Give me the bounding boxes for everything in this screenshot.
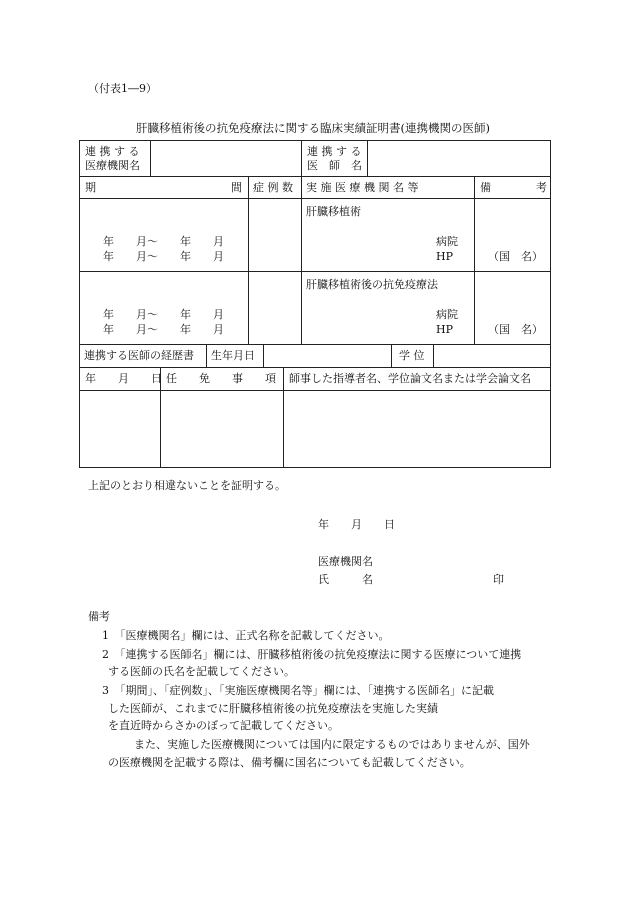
hospital-suffix: HP: [436, 323, 453, 336]
career-label: 連携する医師の経歴書: [84, 349, 194, 362]
degree-field[interactable]: [435, 346, 549, 366]
col-cases-label: 症 例 数: [253, 181, 293, 194]
note-item: を直近時からさかのぼって記載してください。: [108, 719, 339, 732]
note-item: する医師の氏名を記載してください。: [108, 665, 295, 678]
table-border: [206, 344, 207, 367]
career-mentor-field[interactable]: [285, 392, 548, 466]
table-border: [79, 344, 551, 345]
notes-heading: 備考: [88, 610, 110, 623]
table-border: [79, 140, 80, 344]
col-remarks-label: 備: [480, 181, 491, 194]
table-border: [248, 176, 249, 344]
table-border: [391, 344, 392, 367]
table-border: [433, 344, 434, 367]
col-period-label: 間: [231, 181, 242, 194]
col-date-label: 年 月 日: [85, 372, 162, 385]
name-label: 氏 名: [318, 573, 373, 586]
period-entry[interactable]: 年 月～ 年 月: [103, 250, 224, 263]
table-border: [79, 271, 551, 272]
table-border: [367, 140, 368, 176]
hospital-suffix: 病院: [436, 235, 458, 248]
col-period-label: 期: [85, 181, 96, 194]
table-border: [79, 176, 551, 177]
note-item: した医師が、これまでに肝臓移植術後の抗免疫療法を実施した実績: [108, 702, 438, 715]
institution-name-label: 医療機関名: [318, 555, 373, 568]
note-item: 1 「医療機関名」欄には、正式名称を記載してください。: [102, 629, 390, 642]
table-border: [550, 140, 551, 344]
career-date-field[interactable]: [81, 392, 158, 466]
table-border: [301, 140, 302, 176]
note-item: の医療機関を記載する際は、備考欄に国名についても記載してください。: [108, 756, 471, 769]
institution-label: 医療機関名: [85, 159, 140, 172]
doctor-label: 連 携 す る: [307, 145, 362, 158]
period-entry[interactable]: 年 月～ 年 月: [103, 323, 224, 336]
table-border: [79, 390, 551, 391]
col-mentor-label: 師事した指導者名、学位論文名または学会論文名: [289, 372, 531, 385]
seal-mark: 印: [493, 573, 504, 586]
table-border: [79, 198, 551, 199]
page-title: 肝臓移植術後の抗免疫療法に関する臨床実績証明書(連携機関の医師): [136, 121, 490, 135]
table-border: [150, 140, 151, 176]
table-border: [474, 176, 475, 344]
birth-date-label: 生年月日: [211, 349, 255, 362]
degree-label: 学 位: [399, 349, 425, 362]
institution-name-field[interactable]: [152, 142, 299, 175]
table-border: [79, 367, 551, 368]
doctor-label: 医 師 名: [307, 159, 362, 172]
col-remarks-label: 考: [536, 181, 547, 194]
note-item: また、実施した医療機関については国内に限定するものではありませんが、国外: [134, 738, 530, 751]
note-item: 3 「期間」、「症例数」、「実施医療機関名等」欄には、「連携する医師名」に記載: [102, 684, 494, 697]
doctor-name-field[interactable]: [369, 142, 549, 175]
procedure-label: 肝臓移植術: [306, 205, 361, 218]
career-appointment-field[interactable]: [162, 392, 281, 466]
procedure-label: 肝臓移植術後の抗免疫療法: [306, 278, 438, 291]
note-item: 2 「連携する医師名」欄には、肝臓移植術後の抗免疫療法に関する医療について連携: [102, 648, 522, 661]
certification-statement: 上記のとおり相違ないことを証明する。: [88, 479, 286, 492]
institution-label: 連 携 す る: [85, 145, 140, 158]
country-note: （国 名）: [488, 323, 543, 336]
hospital-suffix: 病院: [436, 308, 458, 321]
certification-date: 年 月 日: [318, 518, 395, 531]
table-border: [79, 344, 80, 467]
hospital-suffix: HP: [436, 250, 453, 263]
period-entry[interactable]: 年 月～ 年 月: [103, 308, 224, 321]
table-border: [550, 344, 551, 467]
table-border: [79, 467, 551, 468]
period-entry[interactable]: 年 月～ 年 月: [103, 235, 224, 248]
col-facility-label: 実 施 医 療 機 関 名 等: [306, 181, 419, 194]
birth-date-field[interactable]: [265, 346, 389, 366]
table-border: [263, 344, 264, 367]
table-border: [301, 176, 302, 344]
country-note: （国 名）: [488, 250, 543, 263]
table-border: [283, 367, 284, 467]
annex-label: （付表1―9）: [88, 82, 157, 95]
col-appointment-label: 任 免 事 項: [166, 372, 276, 385]
